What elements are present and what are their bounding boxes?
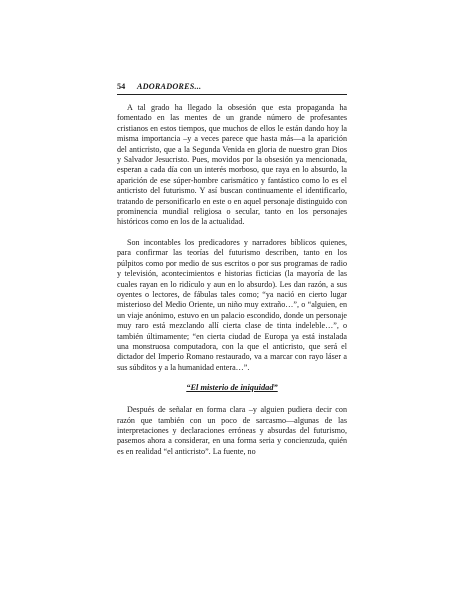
header-rule	[117, 94, 347, 95]
running-title: ADORADORES...	[137, 82, 202, 91]
paragraph-1: A tal grado ha llegado la obsesión que esta propaganda ha fomentado en las mentes de un grande número de profesantes cristianos en estos tiempos, que muchos de ellos le están dando hoy la misma importancia –y a veces parece que hasta más—a la aparición del anticristo, que a la Segunda Venida en gloria de nuestro gran Dios y Salvador Jesucristo. Pues, movidos por la obsesión ya mencionada, esperan a cada día con un interés morboso, que raya en lo absurdo, la aparición de ese súper-hombre carismático y fantástico como lo es el anticristo del futurismo. Y así buscan continuamente el identificarlo, tratando de personificarlo en este o en aquel personaje distinguido con prominencia mundial religiosa o secular, tanto en los personajes históricos como en los de la actualidad.	[117, 103, 347, 227]
paragraph-2: Son incontables los predicadores y narradores bíblicos quienes, para confirmar las teorías del futurismo describen, tanto en los púlpitos como por medio de sus escritos o por sus programas de radio y televisión, acontecimientos e historias ficticias (la mayoría de las cuales rayan en lo ridículo y aun en lo absurdo). Les dan razón, a sus oyentes o lectores, de fábulas tales como; “ya nació en cierto lugar misterioso del Medio Oriente, un niño muy extraño…”, o “alguien, en un viaje anónimo, estuvo en un palacio escondido, donde un personaje muy raro está mezclando allí cierta clase de tinta indeleble…”, o también últimamente; “en cierta ciudad de Europa ya está instalada una monstruosa computadora, con la que el anticristo, que será el dictador del Imperio Romano restaurado, va a marcar con rayo láser a sus súbditos y a la humanidad entera…”.	[117, 237, 347, 372]
paragraph-3: Después de señalar en forma clara –y alguien pudiera decir con razón que también con un poco de sarcasmo—algunas de las interpretaciones y declaraciones erróneas y absurdas del futurismo, pasemos ahora a considerar, en una forma seria y concienzuda, quién es en realidad “el anticristo”. La fuente, no	[117, 405, 347, 456]
body-text	[117, 103, 347, 457]
section-heading: “El misterio de iniquidad”	[186, 383, 278, 393]
page-number: 54	[117, 82, 126, 91]
book-page	[117, 82, 347, 457]
running-head	[117, 82, 347, 93]
